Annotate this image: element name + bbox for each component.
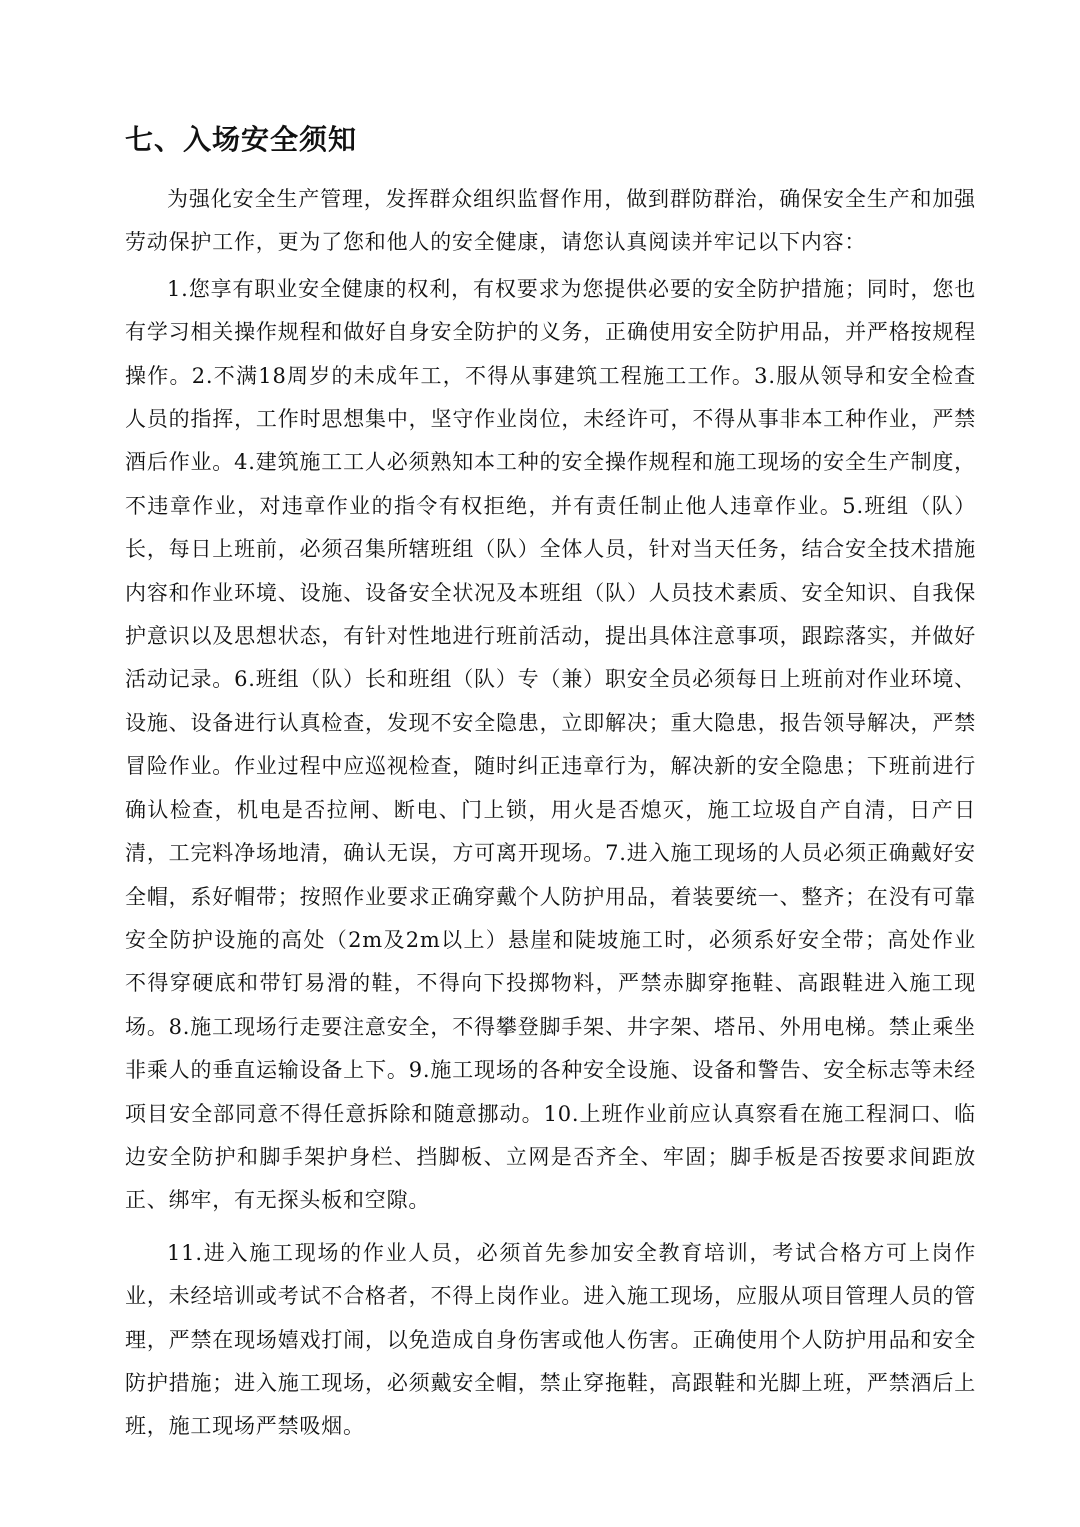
training-paragraph: 11.进入施工现场的作业人员，必须首先参加安全教育培训，考试合格方可上岗作业，未经培训或考试不合格者，不得上岗作业。进入施工现场，应服从项目管理人员的管理，严禁在现场嬉戏打闹，以免造成自身伤害或他人伤害。正确使用个人防护用品和安全防护措施；进入施工现场，必须戴安全帽，禁止穿拖鞋，高跟鞋和光脚上班，严禁酒后上班，施工现场严禁吸烟。 — [125, 1240, 976, 1439]
document-page — [125, 120, 976, 1449]
section-title: 七、入场安全须知 — [125, 123, 358, 156]
intro-paragraph: 为强化安全生产管理，发挥群众组织监督作用，做到群防群治，确保安全生产和加强劳动保护工作，更为了您和他人的安全健康，请您认真阅读并牢记以下内容： — [125, 187, 976, 255]
rules-paragraph: 1.您享有职业安全健康的权利，有权要求为您提供必要的安全防护措施；同时，您也有学习相关操作规程和做好自身安全防护的义务，正确使用安全防护用品，并严格按规程操作。2.不满18周岁的未成年工，不得从事建筑工程施工工作。3.服从领导和安全检查人员的指挥，工作时思想集中，坚守作业岗位，未经许可，不得从事非本工种作业，严禁酒后作业。4.建筑施工工人必须熟知本工种的安全操作规程和施工现场的安全生产制度，不违章作业，对违章作业的指令有权拒绝，并有责任制止他人违章作业。5.班组（队）长，每日上班前，必须召集所辖班组（队）全体人员，针对当天任务，结合安全技术措施内容和作业环境、设施、设备安全状况及本班组（队）人员技术素质、安全知识、自我保护意识以及思想状态，有针对性地进行班前活动，提出具体注意事项，跟踪落实，并做好活动记录。6.班组（队）长和班组（队）专（兼）职安全员必须每日上班前对作业环境、设施、设备进行认真检查，发现不安全隐患，立即解决；重大隐患，报告领导解决，严禁冒险作业。作业过程中应巡视检查，随时纠正违章行为，解决新的安全隐患；下班前进行确认检查，机电是否拉闸、断电、门上锁，用火是否熄灭，施工垃圾自产自清，日产日清，工完料净场地清，确认无误，方可离开现场。7.进入施工现场的人员必须正确戴好安全帽，系好帽带；按照作业要求正确穿戴个人防护用品，着装要统一、整齐；在没有可靠安全防护设施的高处（2m及2m以上）悬崖和陡坡施工时，必须系好安全带；高处作业不得穿硬底和带钉易滑的鞋，不得向下投掷物料，严禁赤脚穿拖鞋、高跟鞋进入施工现场。8.施工现场行走要注意安全，不得攀登脚手架、井字架、塔吊、外用电梯。禁止乘坐非乘人的垂直运输设备上下。9.施工现场的各种安全设施、设备和警告、安全标志等未经项目安全部同意不得任意拆除和随意挪动。10.上班作业前应认真察看在施工程洞口、临边安全防护和脚手架护身栏、挡脚板、立网是否齐全、牢固；脚手板是否按要求间距放正、绑牢，有无探头板和空隙。 — [125, 276, 976, 1213]
